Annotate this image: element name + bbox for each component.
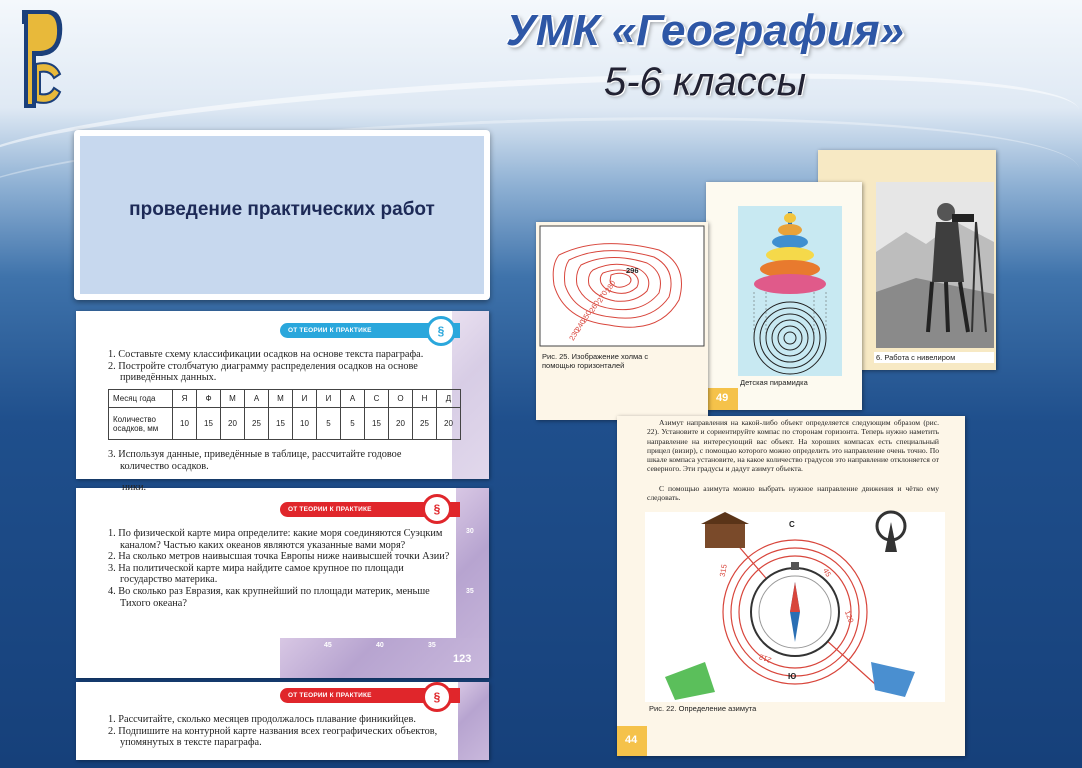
- map-label: 30: [466, 528, 474, 535]
- table-cell: 5: [341, 408, 365, 440]
- map-label: 40: [376, 642, 384, 649]
- task-list: [108, 349, 452, 384]
- page-title: УМК «География»: [506, 6, 904, 55]
- figure-caption: 6. Работа с нивелиром: [874, 352, 994, 363]
- textbook-page-voyage: [76, 682, 489, 760]
- contour-label: 260: [587, 298, 602, 315]
- figure-caption: Детская пирамидка: [740, 378, 808, 387]
- contour-label: 230: [567, 326, 582, 343]
- map-edge: [458, 682, 489, 760]
- degree-label: 315: [717, 563, 729, 578]
- topic-text: проведение практических работ: [129, 199, 435, 220]
- task-item: 4. Во сколько раз Евразия, как крупнейший по площади материк, меньше Тихого океана?: [108, 585, 430, 609]
- contour-label: 280: [603, 278, 618, 295]
- table-cell: А: [245, 390, 269, 408]
- contour-label: 240: [573, 317, 588, 334]
- contour-label: 270: [595, 288, 610, 305]
- table-cell: 10: [173, 408, 197, 440]
- practice-band: ОТ ТЕОРИИ К ПРАКТИКЕ: [280, 323, 460, 338]
- task-item: 3. Используя данные, приведённые в таблице, рассчитайте годовое количество осадков.: [108, 449, 402, 472]
- table-header: Количество осадков, мм: [109, 408, 173, 440]
- task-list: [108, 449, 452, 472]
- figure-caption: Рис. 22. Определение азимута: [649, 704, 757, 713]
- table-cell: 20: [389, 408, 413, 440]
- map-label: 45: [324, 642, 332, 649]
- table-cell: Я: [173, 390, 197, 408]
- table-cell: Д: [437, 390, 461, 408]
- page-subtitle: 5-6 классы: [603, 60, 807, 104]
- north-label: С: [789, 520, 795, 529]
- body-paragraph: С помощью азимута можно выбрать нужное направление движения и чётко ему следовать.: [647, 484, 939, 503]
- table-cell: А: [341, 390, 365, 408]
- paragraph-badge: §: [422, 682, 452, 712]
- contour-map: [539, 225, 705, 347]
- table-cell: Н: [413, 390, 437, 408]
- topic-panel: [74, 130, 490, 300]
- figure-caption: Рис. 25. Изображение холма с помощью горизонталей: [542, 352, 649, 370]
- table-cell: О: [389, 390, 413, 408]
- map-label: 35: [466, 588, 474, 595]
- task-list: [108, 528, 454, 609]
- paragraph-badge: §: [422, 494, 452, 524]
- table-cell: 10: [293, 408, 317, 440]
- task-item: 2. Постройте столбчатую диаграмму распределения осадков на основе приведённых данных.: [108, 360, 418, 384]
- table-cell: С: [365, 390, 389, 408]
- pyramid-figure: [738, 206, 842, 376]
- task-item: 3. На политической карте мира найдите самое крупное по площади государство материка.: [108, 562, 404, 586]
- table-cell: 5: [317, 408, 341, 440]
- task-item: 1. По физической карте мира определите: какие моря соединяются Суэцким каналом? Частью каких океанов являются указанные вами моря?: [108, 528, 443, 551]
- table-cell: 15: [269, 408, 293, 440]
- page-number: 123: [453, 653, 472, 665]
- map-label: 35: [428, 642, 436, 649]
- task-item: 1. Рассчитайте, сколько месяцев продолжалось плавание финикийцев.: [108, 714, 416, 725]
- body-paragraph: Азимут направления на какой-либо объект определяется следующим образом (рис. 22). Установите и сориентируйте компас по сторонам горизонта. Теперь нужно наметить направление на интересующий вас объект. На хороших компасах есть специальный прицел (визир), с помощью которого можно определить это направление очень точно. По шкале компаса установите, на какое количество градусов это направление отклоняется от северного. Эти градусы и дадут азимут объекта.: [647, 418, 939, 474]
- page-number: 49: [716, 392, 729, 404]
- task-item: 2. Подпишите на контурной карте названия всех географических объектов, упомянутых в тексте параграфа.: [108, 725, 438, 749]
- south-label: Ю: [788, 672, 797, 681]
- table-cell: 20: [221, 408, 245, 440]
- peak-label: 296: [626, 266, 639, 275]
- practice-band: ОТ ТЕОРИИ К ПРАКТИКЕ: [280, 502, 460, 517]
- degree-label: 120: [842, 609, 856, 624]
- textbook-page-questions: [76, 482, 489, 678]
- table-cell: 15: [365, 408, 389, 440]
- paragraph-badge: §: [426, 316, 456, 346]
- textbook-page-azimuth: [617, 416, 965, 756]
- publisher-logo: [14, 4, 66, 112]
- table-header: Месяц года: [109, 390, 173, 408]
- task-list: [108, 714, 454, 749]
- textbook-page-pyramid: [706, 182, 862, 410]
- contour-label: 250: [579, 308, 594, 325]
- page-fragment: ники.: [122, 482, 147, 493]
- surveyor-photo: [876, 182, 994, 348]
- task-item: 2. На сколько метров наивысшая точка Европы ниже наивысшей точки Азии?: [108, 551, 450, 563]
- table-cell: Ф: [197, 390, 221, 408]
- degree-label: 45: [821, 566, 834, 579]
- table-cell: 20: [437, 408, 461, 440]
- practice-band: ОТ ТЕОРИИ К ПРАКТИКЕ: [280, 688, 460, 703]
- table-cell: М: [269, 390, 293, 408]
- textbook-page-contour: [536, 222, 708, 420]
- table-cell: И: [317, 390, 341, 408]
- task-item: 1. Составьте схему классификации осадков на основе текста параграфа.: [108, 349, 424, 360]
- precipitation-table: [108, 389, 461, 440]
- page-number: 44: [625, 734, 638, 746]
- table-cell: И: [293, 390, 317, 408]
- degree-label: 212: [757, 652, 773, 665]
- textbook-page-precipitation: [76, 311, 489, 479]
- table-cell: 25: [245, 408, 269, 440]
- table-cell: 25: [413, 408, 437, 440]
- table-cell: 15: [197, 408, 221, 440]
- table-cell: М: [221, 390, 245, 408]
